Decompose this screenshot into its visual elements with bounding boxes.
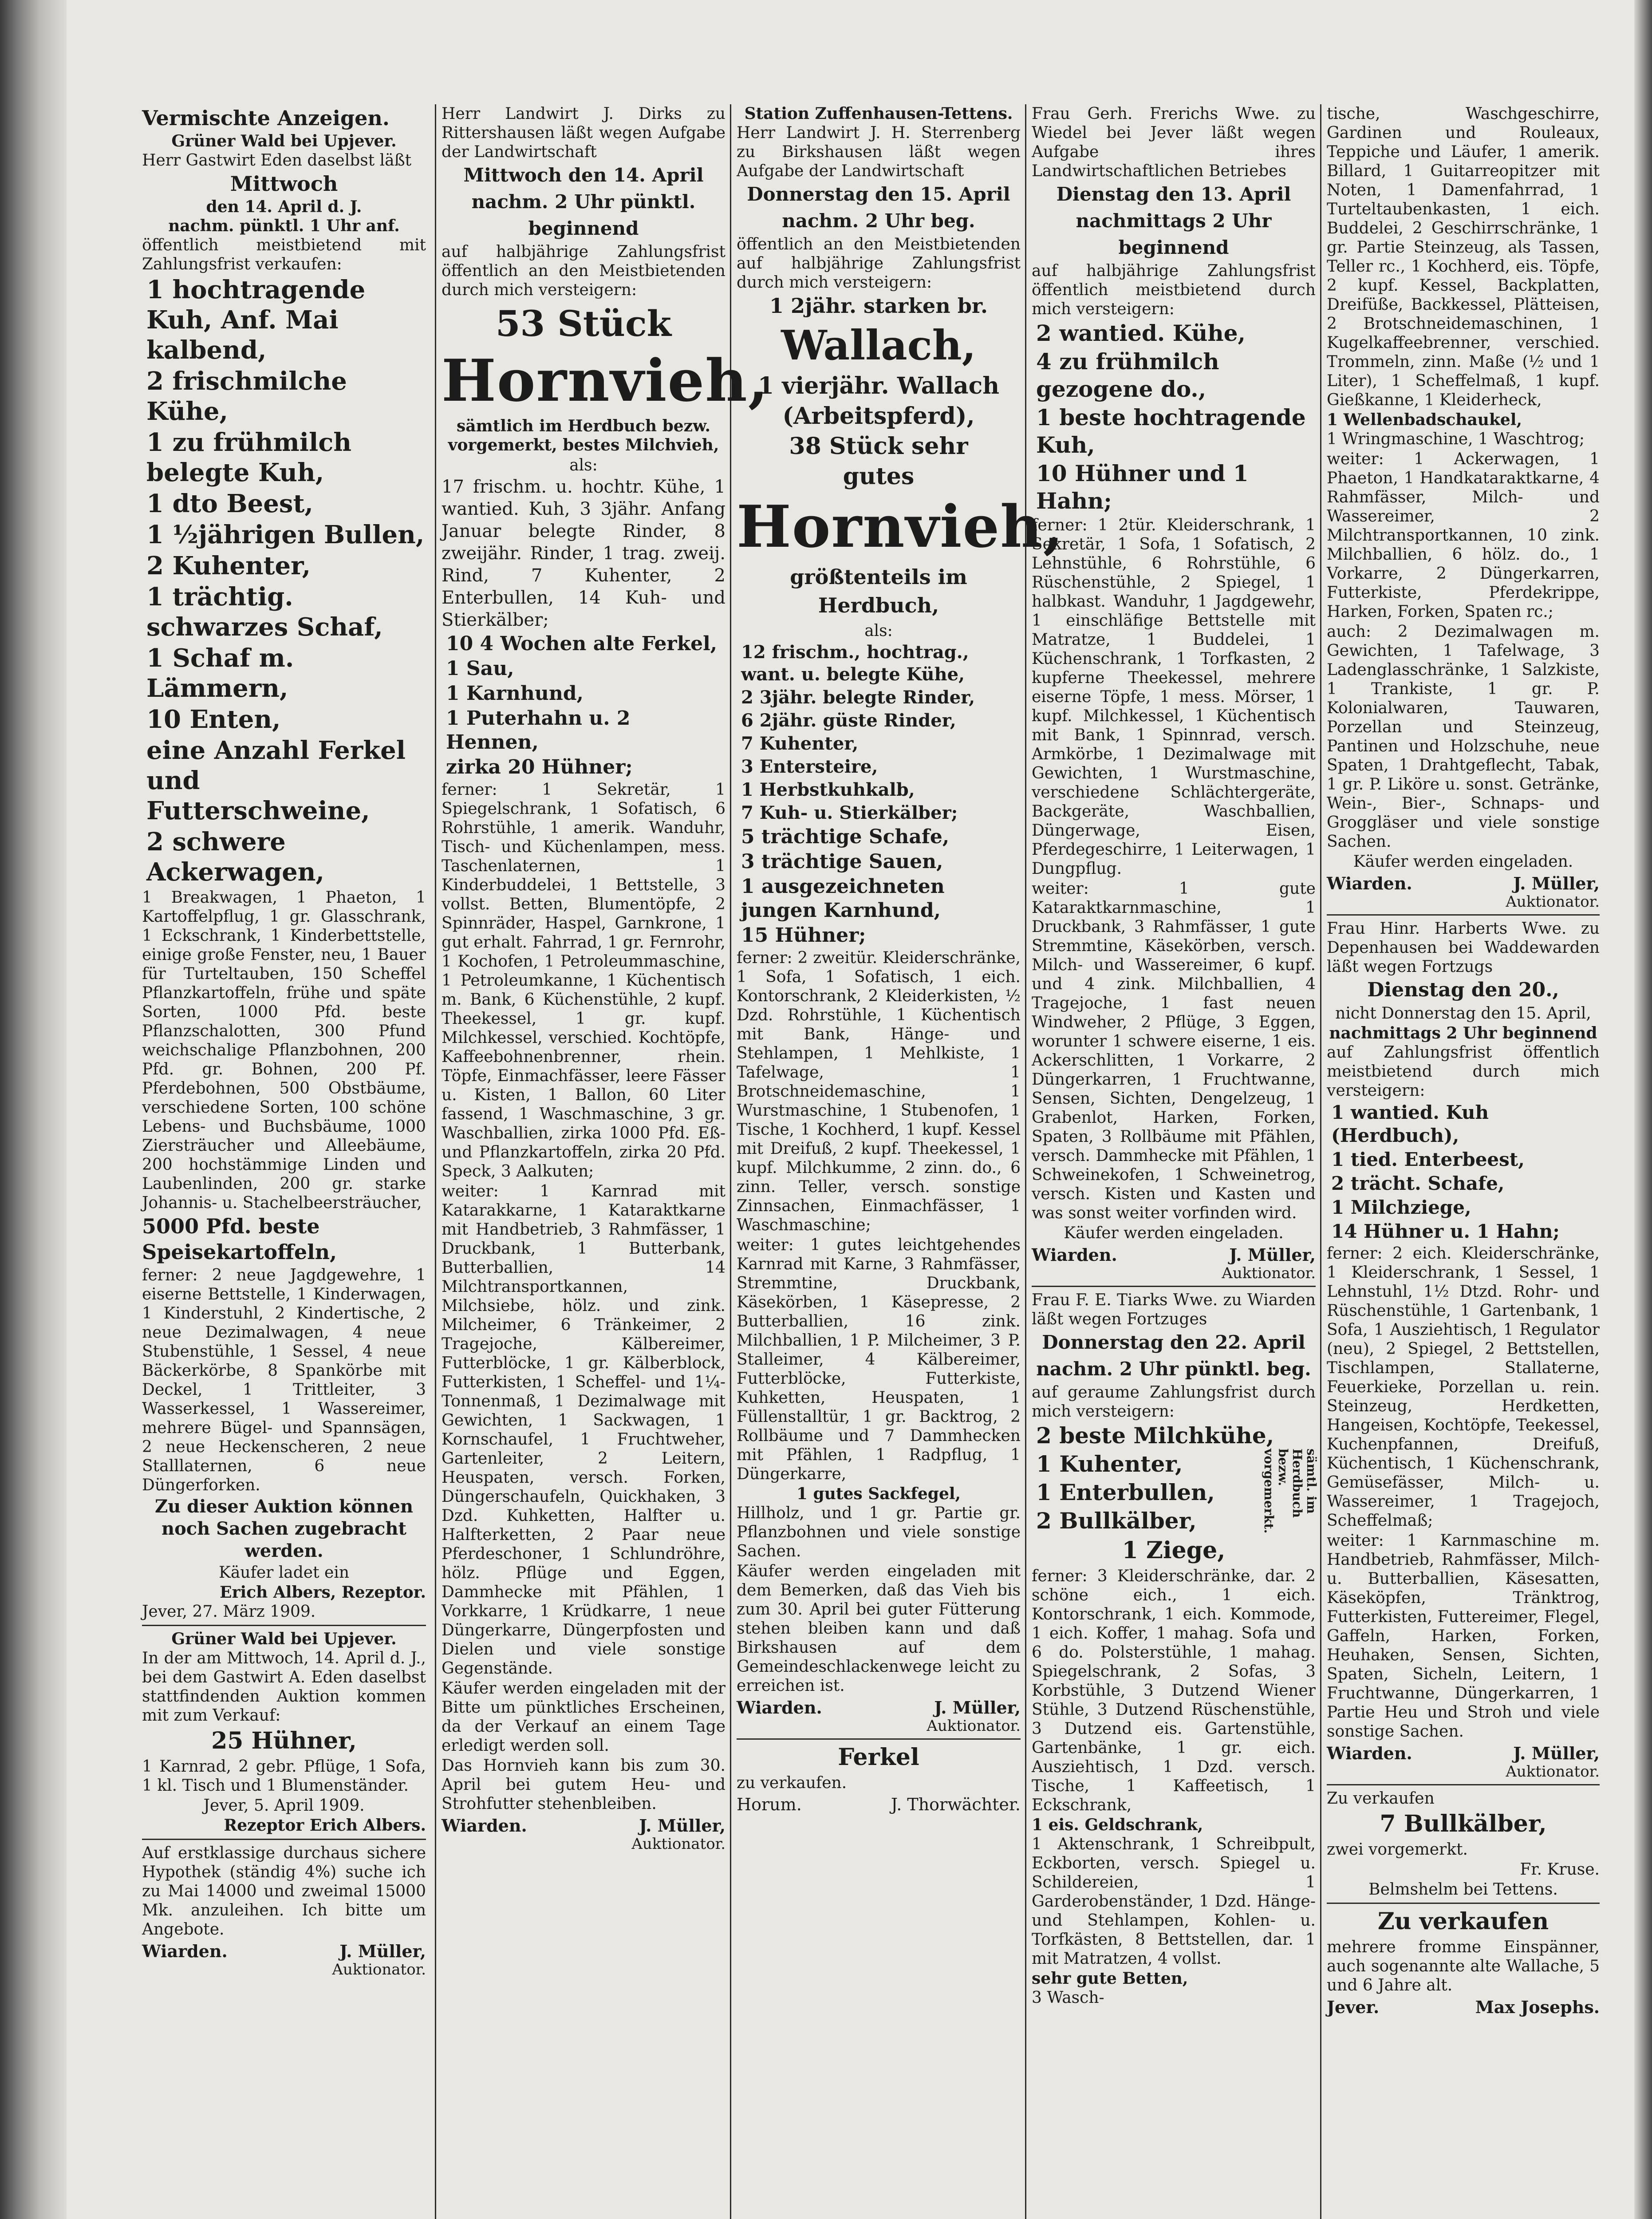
ad-item: 10 4 Wochen alte Ferkel, xyxy=(446,632,718,655)
ad-item: 2 trächt. Schafe, xyxy=(1331,1173,1505,1194)
ad-text: zwei vorgemerkt. xyxy=(1327,1840,1468,1859)
ad-place-date: Jever, 5. April 1909. xyxy=(203,1797,365,1815)
ad-text: 1 Aktenschrank, 1 Schreibpult, Eckborten, versch. Spiegel u. Schildereien, 1 Garderobenständer, 1 Dzd. Hänge- und Stehlampen, Kohlen- u. Torfkästen, 8 Bettstellen, dar. 1 mit Matratzen, 4 vollst. xyxy=(1032,1835,1316,1968)
ad-headline: Hornvieh, xyxy=(737,493,1064,561)
ad-text: weiter: 1 gute Kataraktkarnmaschine, 1 Druckbank, 3 Rahmfässer, 1 gute Stremmtine, Käsekörben, versch. Milch- und Wassereimer, 6 kupf. und 4 zink. Milchballien, 4 Tragejoche, 1 fast neuen Windweher, 2 Pflüge, 3 Eggen, worunter 1 schwere eiserne, 1 eis. Ackerschlitten, 1 Vorkarre, 2 Düngerkarren, 1 Fruchtwanne, Sensen, Sichten, Dengelzeug, 1 Grabenlot, Harken, Forken, Spaten, 3 Rollbäume mit Pfählen, versch. Dammhecke mit Pfählen, 1 Schweinekofen, 1 Schweinetrog, versch. Kisten und Kasten und was sonst weiter vorfinden wird. xyxy=(1032,880,1316,1222)
ad-subline: größtenteils im Herdbuch, xyxy=(790,565,967,617)
ad-signature xyxy=(442,1816,725,1835)
book-binding-shadow xyxy=(0,0,67,2219)
ad-text: In der am Mittwoch, 14. April d. J., bei dem Gastwirt A. Eden daselbst stattfindenden Auktion kommen mit zum Verkauf: xyxy=(142,1649,426,1725)
page-edge-shadow xyxy=(1634,0,1652,2219)
ad-item: 1 wantied. Kuh (Herdbuch), xyxy=(1331,1102,1489,1146)
ad-time: nachmittags 2 Uhr xyxy=(1076,210,1272,232)
ad-item: 1 trächtig. schwarzes Schaf, xyxy=(146,582,383,642)
ad-intro: Herr Gastwirt Eden daselbst läßt xyxy=(142,151,412,170)
ad-signature: Erich Albers, Rezeptor. xyxy=(220,1583,426,1602)
column-3 xyxy=(737,104,1064,2219)
signature-role: Auktionator. xyxy=(631,1835,725,1853)
ad-headline: Wallach, xyxy=(781,321,976,369)
divider xyxy=(142,1625,426,1626)
column-rule xyxy=(730,104,731,2219)
signature-role: Auktionator. xyxy=(332,1961,426,1978)
ad-note: Käufer werden eingeladen mit dem Bemerken, daß das Vieh bis zum 30. April bei guter Fütterung stehen bleiben kann und daß Birkshausen auf dem Gemeindeschlackenwege leicht zu erreichen ist. xyxy=(737,1562,1021,1695)
ad-item: 1 beste hochtragende Kuh, xyxy=(1036,404,1306,458)
ad-date: den 14. April d. J. xyxy=(206,197,362,216)
ad-time: nachm. 2 Uhr pünktl. xyxy=(471,191,696,213)
ad-item: 2 Kuhenter, xyxy=(146,551,311,580)
ad-item: 2 wantied. Kühe, xyxy=(1036,320,1246,346)
column-rule xyxy=(1320,104,1321,2219)
divider xyxy=(737,1738,1021,1740)
signature-place: Horum. xyxy=(737,1795,802,1814)
ad-list: 17 frischm. u. hochtr. Kühe, 1 wantied. Kuh, 3 3jähr. Anfang Januar belegte Rinder, 8 zweijähr. Rinder, 1 trag. zweij. Rind, 7 Kuhenter, 2 Enterbullen, 14 Kuh- und Stierkälber; xyxy=(442,477,725,630)
ad-count: gutes xyxy=(843,463,915,490)
ad-signature xyxy=(142,1942,426,1961)
ad-item: 4 zu frühmilch gezogene do., xyxy=(1036,348,1219,402)
ad-place-date: Jever, 27. März 1909. xyxy=(142,1603,316,1621)
ad-text: mehrere fromme Einspänner, auch sogenannte alte Wallache, 5 und 6 Jahre alt. xyxy=(1327,1938,1600,1994)
ad-headline: 7 Bullkälber, xyxy=(1380,1810,1547,1837)
ad-date: Mittwoch xyxy=(230,172,338,196)
ad-time: beginnend xyxy=(528,217,639,239)
ad-heading: Grüner Wald bei Upjever. xyxy=(171,1630,397,1648)
signature-role: Auktionator. xyxy=(1506,893,1600,911)
ad-note: Käufer werden eingeladen. xyxy=(1353,853,1573,871)
ad-highlight: 5000 Pfd. beste Speisekartoffeln, xyxy=(142,1214,337,1264)
ad-item: 3 Entersteire, xyxy=(741,756,878,777)
ad-text: ferner: 2 zweitür. Kleiderschränke, 1 Sofa, 1 Sofatisch, 1 eich. Kontorschrank, 2 Kleiderkisten, ½ Dzd. Rohrstühle, 1 Küchentisch mit Bank, Hänge- und Stehlampen, 1 Mehlkiste, 1 Tafelwage, 1 Brotschneidemaschine, 1 Wurstmaschine, 1 Stubenofen, 1 Tische, 1 Kochherd, 1 kupf. Kessel mit Dreifuß, 2 kupf. Theekessel, 1 kupf. Milchkumme, 2 zinn. do., 6 zinn. Teller, versch. sonstige Zinnsachen, Einmachfässer, 1 Waschmaschine; xyxy=(737,949,1021,1234)
ad-time: nachm. pünktl. 1 Uhr anf. xyxy=(168,217,400,235)
ad-item: 1 vierjähr. Wallach xyxy=(757,372,1000,399)
signature-name: J. Müller, xyxy=(1229,1245,1316,1265)
section-title: Vermischte Anzeigen. xyxy=(142,106,390,130)
ad-text: ferner: 1 Sekretär, 1 Spiegelschrank, 1 Sofatisch, 6 Rohrstühle, 1 amerik. Wanduhr, Tisch- und Küchenlampen, mess. Taschenlaternen, 1 Kinderbuddelei, 1 Bettstelle, 3 vollst. Betten, Blumentöpfe, 2 Spinnräder, Haspel, Garnkrone, 1 gut erhalt. Fahrrad, 1 gr. Fernrohr, 1 Kochofen, 1 Petroleummaschine, 1 Petroleumkanne, 1 Küchentisch m. Bank, 6 Küchenstühle, 2 kupf. Theekessel, 1 gr. kupf. Milchkessel, verschied. Kochtöpfe, Kaffeebohnenbrenner, rhein. Töpfe, Einmachfässer, leere Fässer u. Kisten, 1 Ballon, 60 Liter fassend, 1 Waschmaschine, 3 gr. Waschballien, zirka 1000 Pfd. Eß- und Pflanzkartoffeln, zirka 20 Pfd. Speck, 3 Aalkuten; xyxy=(442,781,725,1181)
ad-item: 1 Sau, xyxy=(446,657,514,680)
ad-text: ferner: 2 eich. Kleiderschränke, 1 Kleiderschrank, 1 Sessel, 1 Lehnstuhl, 1½ Dtzd. Rohr- und Rüschenstühle, 1 Gartenbank, 1 Sofa, 1 Ausziehtisch, 1 Regulator (neu), 2 Spiegel, 2 Bettstellen, Tischlampen, Stallaterne, Feuerkieke, Porzellan u. rein. Steinzeug, Herdketten, Hangeisen, Kochtöpfe, Teekessel, Kuchenpfannen, Dreifuß, Küchentisch, 1 Küchenschrank, Gemüsefässer, Milch- u. Wassereimer, 1 Tragejoch, Scheffelmaß; xyxy=(1327,1244,1600,1530)
ad-text: tische, Waschgeschirre, Gardinen und Rouleaux, Teppiche und Läufer, 1 amerik. Billard, 1 Guitarreopitzer mit Noten, 1 Damenfahrrad, 1 Turteltaubenkasten, 1 eich. Buddelei, 2 Geschirrschränke, 1 gr. Partie Steinzeug, als Tassen, Teller rc., 1 Kochherd, eis. Töpfe, 2 kupf. Kessel, Backplatten, Dreifüße, Backkessel, Plätteisen, 2 Brotschneidemaschinen, 1 Kugelkaffeebrenner, verschied. Trommeln, zinn. Maße (½ und 1 Liter), 1 Scheffelmaß, 1 kupf. Gießkanne, 1 Kleiderheck, xyxy=(1327,105,1600,409)
ad-intro: Herr Landwirt J. H. Sterrenberg zu Birkshausen läßt wegen Aufgabe der Landwirtschaft xyxy=(737,124,1021,180)
ad-note: Käufer werden eingeladen. xyxy=(1064,1224,1284,1242)
signature-name: J. Müller, xyxy=(339,1941,426,1961)
ad-time: beginnend xyxy=(1118,237,1229,258)
ad-headline: Ferkel xyxy=(838,1744,919,1771)
ad-date: nicht Donnerstag den 15. April, xyxy=(1335,1004,1591,1023)
ad-item: 1 gutes Sackfegel, xyxy=(796,1485,961,1503)
signature-role: Auktionator. xyxy=(1506,1763,1600,1781)
ad-item: 1 Enterbullen, xyxy=(1036,1479,1215,1505)
ad-headline: Hornvieh, xyxy=(442,347,769,415)
ad-text: ferner: 1 2tür. Kleiderschrank, 1 Sekretär, 1 Sofa, 1 Sofatisch, 2 Lehnstühle, 6 Rohrstühle, 6 Rüschenstühle, 2 Spiegel, 1 halbkast. Wanduhr, 1 Jagdgewehr, 1 einschläfige Bettstelle mit Matratze, 1 Buddelei, 1 Küchenschrank, 1 Torfkasten, 2 kupferne Theekessel, mehrere eiserne Töpfe, 1 mess. Mörser, 1 kupf. Milchkessel, 1 Küchentisch mit Bank, 1 Spinnrad, versch. Armkörbe, 1 Dezimalwage mit Gewichten, 1 Wurstmaschine, verschiedene Schlächtergeräte, Backgeräte, Waschballien, Düngerwage, Eisen, Pferdegeschirre, 1 Leiterwagen, 1 Dungpflug. xyxy=(1032,516,1316,878)
ad-item: 1 Puterhahn u. 2 Hennen, xyxy=(446,707,631,754)
ad-time: nachm. 2 Uhr pünktl. beg. xyxy=(1036,1358,1311,1380)
column-2 xyxy=(442,104,769,2219)
signature-name: Max Josephs. xyxy=(1475,1997,1600,2017)
ad-item: 1 Schaf m. Lämmern, xyxy=(146,644,294,703)
ad-item: 1 ½jährigen Bullen, xyxy=(146,520,425,549)
ad-intro: Herr Landwirt J. Dirks zu Rittershausen läßt wegen Aufgabe der Landwirtschaft xyxy=(442,105,725,161)
ad-terms: auf halbjährige Zahlungsfrist öffentlich meistbietend durch mich versteigern: xyxy=(1032,262,1316,318)
ad-item: 14 Hühner u. 1 Hahn; xyxy=(1331,1220,1560,1242)
ad-als: als: xyxy=(569,456,598,474)
signature-place: Wiarden. xyxy=(1032,1245,1117,1265)
ad-signature xyxy=(737,1795,1021,1814)
ad-als: als: xyxy=(864,622,893,640)
signature-place: Jever. xyxy=(1327,1997,1380,2017)
ad-item: zirka 20 Hühner; xyxy=(446,756,633,778)
divider xyxy=(1327,1903,1600,1904)
ad-text: 1 Breakwagen, 1 Phaeton, 1 Kartoffelpflug, 1 gr. Glasschrank, 1 Eckschrank, 1 Kinderbettstelle, einige große Fenster, neu, 1 Bauer für Turteltauben, 150 Scheffel Pflanzkartoffeln, frühe und späte Sorten, 1000 Pfd. beste Pflanzschalotten, 300 Pfund weichschalige Pflanzbohnen, 200 Pfd. gr. Bohnen, 200 Pf. Pferdebohnen, 500 Obstbäume, verschiedene Sorten, 100 schöne Lebens- und Buchsbäume, 1000 Ziersträucher und Alleebäume, 200 hochstämmige Linden und Laubenlinden, 200 gr. starke Johannis- u. Stachelbeersträucher, xyxy=(142,888,426,1212)
ad-item: 1 Karnhund, xyxy=(446,682,584,705)
signature-place: Wiarden. xyxy=(737,1698,822,1718)
ad-item: 1 tied. Enterbeest, xyxy=(1331,1149,1525,1170)
ad-item: 2 schwere Ackerwagen, xyxy=(146,827,324,887)
ad-terms: auf Zahlungsfrist öffentlich meistbietend durch mich versteigern: xyxy=(1327,1043,1600,1100)
ad-note: Käufer werden eingeladen mit der Bitte um pünktliches Erscheinen, da der Verkauf an einem Tage erledigt werden soll. xyxy=(442,1679,725,1755)
ad-item: 6 2jähr. güste Rinder, xyxy=(741,710,956,731)
ad-date: Dienstag den 20., xyxy=(1367,979,1559,1001)
ad-terms: öffentlich meistbietend mit Zahlungsfrist verkaufen: xyxy=(142,236,426,273)
ad-time: nachmittags 2 Uhr beginnend xyxy=(1329,1024,1597,1042)
ad-text: weiter: 1 Karnmaschine m. Handbetrieb, Rahmfässer, Milch- u. Butterballien, Käsesatten, Käseköpfen, Tränktrog, Futterkisten, Futtereimer, Flegel, Gaffeln, Harken, Forken, Heuhaken, Sensen, Sichten, Spaten, Sicheln, Leitern, 1 Fruchtwanne, Düngerkarren, 1 Partie Heu und Stroh und viele sonstige Sachen. xyxy=(1327,1532,1600,1741)
ad-note: Das Hornvieh kann bis zum 30. April bei gutem Heu- und Strohfutter stehenbleiben. xyxy=(442,1757,725,1813)
ad-text: ferner: 3 Kleiderschränke, dar. 2 schöne eich., 1 eich. Kontorschrank, 1 eich. Kommode, 1 eich. Koffer, 1 mahag. Sofa und 6 do. Polsterstühle, 1 mahag. Spiegelschrank, 2 Sofas, 3 Korbstühle, 3 Dutzend Wiener Stühle, 3 Dutzend Rüschenstühle, 3 Dutzend eis. Gartenstühle, Gartenbänke, 1 gr. eich. Ausziehtisch, 1 Dzd. versch. Tische, 1 Kaffeetisch, 1 Eckschrank, xyxy=(1032,1567,1316,1814)
ad-note: Zu dieser Auktion können noch Sachen zugebracht werden. xyxy=(154,1496,414,1561)
ad-item: 2 beste Milchkühe, xyxy=(1036,1422,1274,1449)
ad-item: 2 3jähr. belegte Rinder, xyxy=(741,687,975,708)
ad-item: (Arbeitspferd), xyxy=(782,403,975,430)
signature-name: Fr. Kruse. xyxy=(1520,1860,1600,1879)
ad-date: Dienstag den 13. April xyxy=(1056,183,1291,205)
ad-text: weiter: 1 Ackerwagen, 1 Phaeton, 1 Handkataraktkarne, 4 Rahmfässer, Milch- und Wassereimer, 2 Milchtransportkannen, 10 zink. Milchballien, 6 hölz. do., 1 Vorkarre, 2 Düngerkarren, Futterkiste, Pferdekrippe, Harken, Forken, Spaten rc.; xyxy=(1327,450,1600,621)
ad-item: 10 Enten, xyxy=(146,705,281,734)
ad-text: 1 Wringmaschine, 1 Waschtrog; xyxy=(1327,430,1585,448)
ad-side-note: sämtl. im Herdbuch bezw. vorgemerkt. xyxy=(1262,1449,1319,1534)
ad-text: 3 Wasch- xyxy=(1032,1989,1104,2007)
ad-item: 2 Bullkälber, xyxy=(1036,1508,1197,1534)
ad-item: 5 trächtige Schafe, xyxy=(741,825,950,848)
ad-date: Mittwoch den 14. April xyxy=(463,164,704,186)
ad-signature xyxy=(1327,874,1600,893)
ad-item: eine Anzahl Ferkel und Futterschweine, xyxy=(146,736,406,825)
ad-headline: Zu verkaufen xyxy=(1377,1908,1549,1935)
column-5 xyxy=(1327,104,1600,2219)
signature-name: J. Müller, xyxy=(1513,873,1600,893)
signature-place: Wiarden. xyxy=(1327,1743,1412,1763)
ad-item: 15 Hühner; xyxy=(741,924,866,947)
newspaper-page xyxy=(142,82,1600,2219)
ad-highlight: 25 Hühner, xyxy=(211,1727,357,1754)
ad-item: 1 Milchziege, xyxy=(1331,1196,1471,1218)
ad-item: 10 Hühner und 1 Hahn; xyxy=(1036,460,1249,514)
ad-highlight: 1 eis. Geldschrank, xyxy=(1032,1816,1203,1834)
column-4 xyxy=(1032,104,1319,2219)
ad-item: 1 Kuhenter, xyxy=(1036,1451,1183,1477)
divider xyxy=(1032,1286,1316,1287)
divider xyxy=(1327,914,1600,916)
ad-date: Donnerstag den 15. April xyxy=(747,183,1010,205)
signature-name: J. Müller, xyxy=(1513,1743,1600,1763)
ad-text: auch: 2 Dezimalwagen m. Gewichten, 1 Tafelwage, 3 Ladenglasschränke, 1 Salzkiste, 1 Trankiste, 1 gr. P. Kolonialwaren, Tauwaren, Porzellan und Steinzeug, Pantinen und Holzschuhe, neue Spaten, 1 Drahtgeflecht, Tabak, 1 gr. P. Liköre u. sonst. Getränke, Wein-, Bier-, Schnaps- und Groggläser und viele sonstige Sachen. xyxy=(1327,623,1600,851)
ad-terms: auf geraume Zahlungsfrist durch mich versteigern: xyxy=(1032,1383,1316,1421)
ad-place: Belmshelm bei Tettens. xyxy=(1368,1880,1558,1899)
signature-place: Wiarden. xyxy=(442,1816,527,1836)
signature-name: J. Müller, xyxy=(934,1698,1021,1718)
ad-text: Zu verkaufen xyxy=(1327,1789,1435,1808)
signature-role: Auktionator. xyxy=(927,1717,1021,1735)
ad-text: weiter: 1 Karnrad mit Katarakkarne, 1 Kataraktkarne mit Handbetrieb, 3 Rahmfässer, 1 Druckbank, 1 Butterbank, Butterballien, 14 Milchtransportkannen, Milchsiebe, hölz. und zink. Milcheimer, 6 Tränkeimer, 2 Tragejoche, Kälbereimer, Futterblöcke, 1 gr. Kälberblock, Futterkisten, 1 Scheffel- und 1¼-Tonnenmaß, 1 Dezimalwage mit Gewichten, 1 Sackwagen, 1 Kornschaufel, 1 Fruchtweher, Gartenleiter, 2 Leitern, Heuspaten, versch. Forken, Düngerschaufeln, Quickhaken, 3 Dzd. Kuhketten, Halfter u. Halfterketten, 2 Paar neue Pferdeschoner, 1 Schlundröhre, hölz. Pflüge und Eggen, Dammhecke mit Pfählen, 1 Vorkkarre, 1 Krüdkarre, 1 neue Düngerkarre, Düngerpfosten und Dielen und viele sonstige Gegenstände. xyxy=(442,1182,725,1678)
ad-intro: Frau Gerh. Frerichs Wwe. zu Wiedel bei Jever läßt wegen Aufgabe ihres Landwirtschaftlichen Betriebes xyxy=(1032,105,1316,180)
ad-text: weiter: 1 gutes leichtgehendes Karnrad mit Karne, 3 Rahmfässer, Stremmtine, Druckbank, Käsekörben, 1 Käsepresse, 2 Butterballien, 16 zink. Milchballien, 1 P. Milcheimer, 3 P. Stalleimer, 4 Kälbereimer, Futterblöcke, Futterkiste, Kuhketten, Heuspaten, 1 Füllenstalltür, 1 gr. Backtrog, 2 Rollbäume und 7 Dammhecken mit Pfählen, 1 Radpflug, 1 Düngerkarre, xyxy=(737,1236,1021,1483)
ad-signature xyxy=(1327,1744,1600,1763)
ad-item: 12 frischm., hochtrag., want. u. belegte Kühe, xyxy=(741,642,969,685)
ad-signature: Rezeptor Erich Albers. xyxy=(224,1816,426,1835)
ad-item: 1 hochtragende Kuh, Anf. Mai kalbend, xyxy=(146,275,366,365)
ad-invite: Käufer ladet ein xyxy=(218,1564,350,1582)
ad-item: 7 Kuhenter, xyxy=(741,733,859,754)
ad-highlight: 1 Wellenbadschaukel, xyxy=(1327,411,1522,429)
ad-heading: Station Zuffenhausen-Tettens. xyxy=(744,104,1013,123)
ad-item: 1 ausgezeichneten jungen Karnhund, xyxy=(741,875,945,922)
column-rule xyxy=(1025,104,1026,2219)
signature-place: Wiarden. xyxy=(1327,873,1412,893)
signature-place: Wiarden. xyxy=(142,1941,228,1961)
ad-item: 1 2jähr. starken br. xyxy=(769,294,988,318)
ad-item-group xyxy=(1032,1422,1319,1535)
ad-signature xyxy=(737,1698,1021,1717)
divider xyxy=(1327,1784,1600,1785)
ad-text: zu verkaufen. xyxy=(737,1774,847,1792)
column-rule xyxy=(435,104,436,2219)
ad-intro: Frau Hinr. Harberts Wwe. zu Depenhausen bei Waddewarden läßt wegen Fortzugs xyxy=(1327,920,1600,976)
ad-item: 7 Kuh- u. Stierkälber; xyxy=(741,802,958,823)
ad-count: 38 Stück sehr xyxy=(789,433,968,460)
ad-signature xyxy=(1327,1998,1600,2017)
ad-terms: öffentlich an den Meistbietenden auf halbjährige Zahlungsfrist durch mich versteigern: xyxy=(737,235,1021,292)
ad-item: 2 frischmilche Kühe, xyxy=(146,367,347,426)
ad-text: Hillholz, und 1 gr. Partie gr. Pflanzbohnen und viele sonstige Sachen. xyxy=(737,1504,1021,1560)
ad-intro: Frau F. E. Tiarks Wwe. zu Wiarden läßt wegen Fortzuges xyxy=(1032,1291,1316,1328)
ad-heading: Grüner Wald bei Upjever. xyxy=(171,132,397,150)
ad-terms: auf halbjährige Zahlungsfrist öffentlich an den Meistbietenden durch mich versteigern: xyxy=(442,243,725,299)
ad-item: 1 zu frühmilch belegte Kuh, xyxy=(146,428,352,487)
ad-text: ferner: 2 neue Jagdgewehre, 1 eiserne Bettstelle, 1 Kinderwagen, 1 Kinderstuhl, 2 Kindertische, 2 neue Dezimalwagen, 4 neue Stubenstühle, 1 Sessel, 4 neue Bäckerkörbe, 8 Spankörbe mit Deckel, 1 Trittleiter, 3 Wasserkessel, 1 Wassereimer, mehrere Bügel- und Spannsägen, 2 neue Heckenscheren, 2 neue Stalllaternen, 6 neue Düngerforken. xyxy=(142,1266,426,1494)
ad-text: Auf erstklassige durchaus sichere Hypothek (ständig 4%) suche ich zu Mai 14000 und zweimal 15000 Mk. anzuleihen. Ich bitte um Angebote. xyxy=(142,1844,426,1939)
ad-date: Donnerstag den 22. April xyxy=(1042,1331,1305,1353)
ad-text: 1 Karnrad, 2 gebr. Pflüge, 1 Sofa, 1 kl. Tisch und 1 Blumenständer. xyxy=(142,1757,426,1795)
ad-item: 1 Herbstkuhkalb, xyxy=(741,779,915,800)
signature-role: Auktionator. xyxy=(1222,1264,1316,1282)
signature-name: J. Thorwächter. xyxy=(891,1795,1021,1814)
ad-signature xyxy=(1032,1245,1316,1264)
ad-highlight: sehr gute Betten, xyxy=(1032,1969,1188,1988)
ad-item: 1 dto Beest, xyxy=(146,489,313,518)
ad-time: nachm. 2 Uhr beg. xyxy=(782,210,975,232)
ad-item: 1 Ziege, xyxy=(1122,1537,1226,1564)
ad-count: 53 Stück xyxy=(495,303,672,344)
ad-item: 3 trächtige Sauen, xyxy=(741,850,943,873)
signature-name: J. Müller, xyxy=(639,1816,725,1836)
ad-subline: sämtlich im Herdbuch bezw. vorgemerkt, bestes Milchvieh, xyxy=(448,417,719,454)
column-1 xyxy=(142,104,426,2219)
divider xyxy=(142,1839,426,1840)
